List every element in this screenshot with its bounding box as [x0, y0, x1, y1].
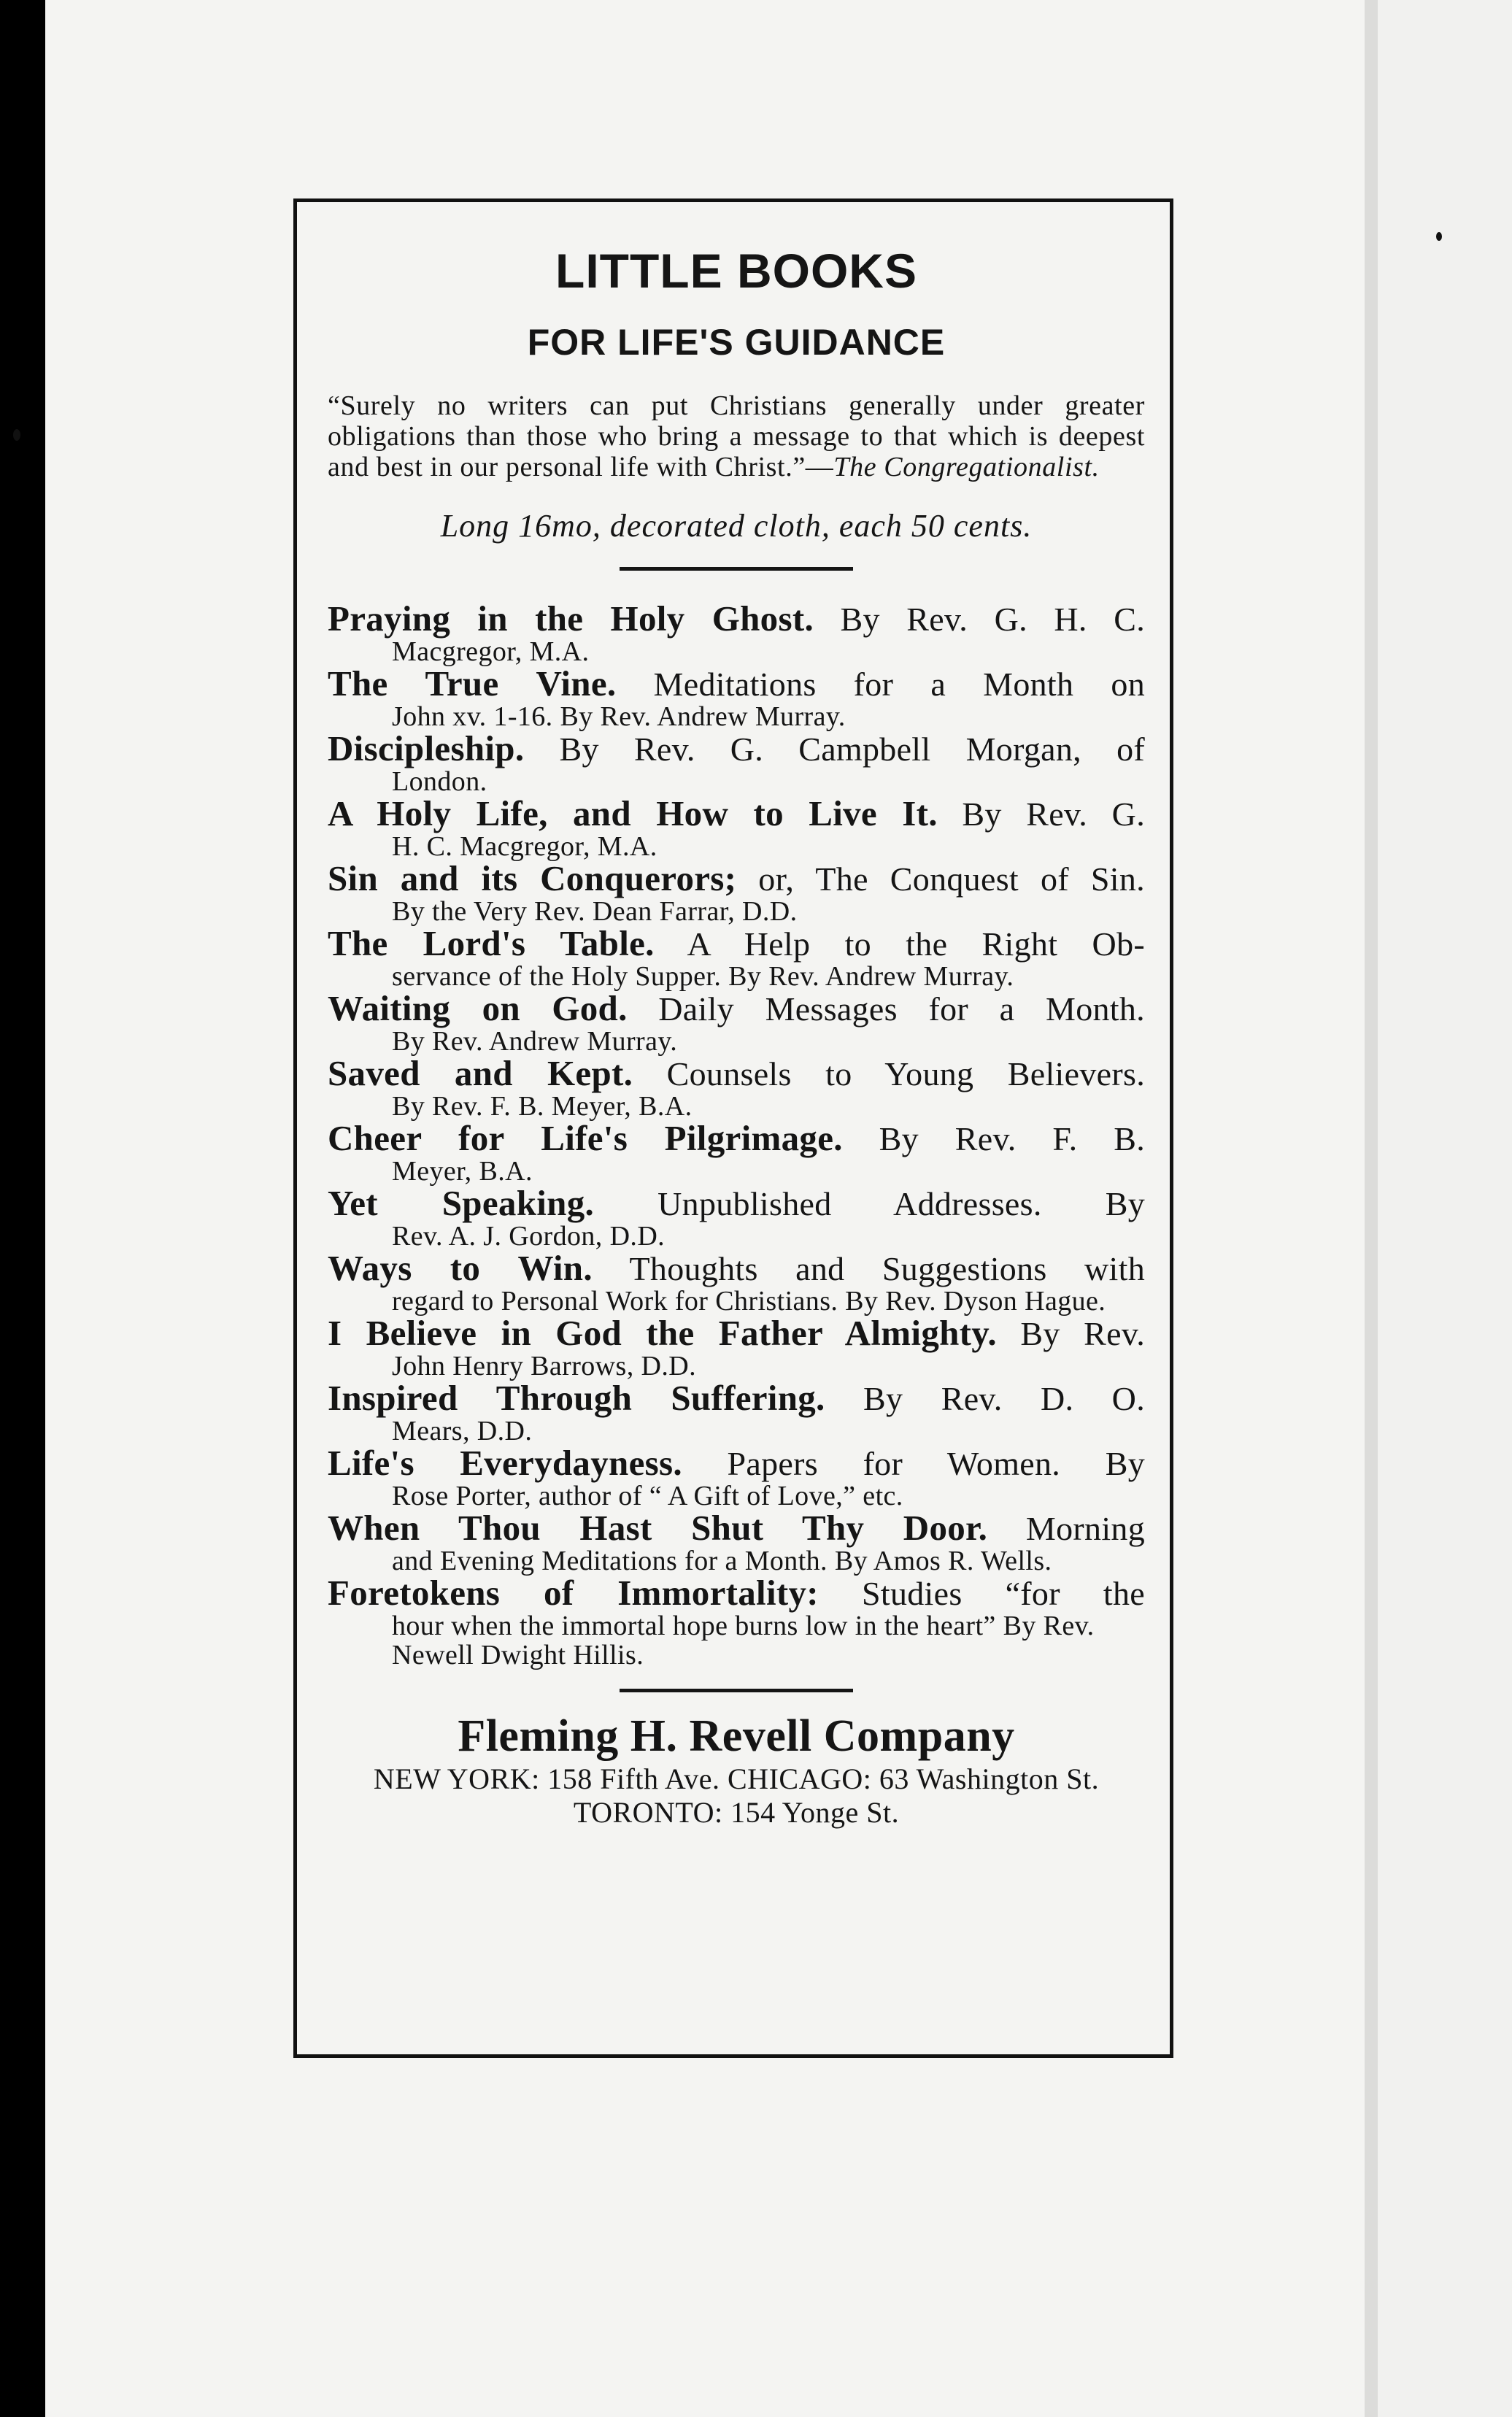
- book-author-line: London.: [392, 766, 487, 797]
- book-description: Studies “for the: [818, 1575, 1145, 1612]
- book-entry: [328, 1248, 1145, 1317]
- book-author-line: Macgregor, M.A.: [392, 636, 590, 667]
- quote-text: “Surely no writers can put Christians generally under greater obligations than those who bring a message to that which is deepest and best in our personal life with Christ.”—: [328, 390, 1145, 482]
- book-description: Meditations for a Month on: [616, 666, 1146, 703]
- book-entry-line: [328, 1053, 1145, 1093]
- book-entry: [328, 988, 1145, 1057]
- book-title: Praying in the Holy Ghost.: [328, 598, 814, 639]
- book-title: When Thou Hast Shut Thy Door.: [328, 1508, 988, 1548]
- book-description: A Help to the Right Ob-: [654, 925, 1145, 963]
- book-entry-line: [328, 1248, 1145, 1288]
- ad-subtitle: FOR LIFE'S GUIDANCE: [527, 322, 946, 363]
- book-entry: [328, 1378, 1145, 1446]
- page-gutter: [1365, 0, 1378, 2417]
- book-entry: [328, 728, 1145, 797]
- divider-rule: [620, 567, 853, 571]
- book-author-line: hour when the immortal hope burns low in the heart” By Rev. Newell Dwight Hillis.: [392, 1611, 1095, 1670]
- book-description: or, The Conquest of Sin.: [736, 860, 1145, 898]
- book-entry-line: [328, 1573, 1145, 1613]
- book-author-line: H. C. Macgregor, M.A.: [392, 831, 657, 862]
- book-title: Cheer for Life's Pilgrimage.: [328, 1118, 843, 1158]
- book-entry-line: [328, 923, 1145, 963]
- book-entry-line: [328, 728, 1145, 768]
- book-entry-line: [328, 1313, 1145, 1353]
- book-author-line: By Rev. F. B. Meyer, B.A.: [392, 1091, 693, 1122]
- publisher-name: Fleming H. Revell Company: [458, 1711, 1015, 1761]
- book-author-line: Mears, D.D.: [392, 1416, 533, 1446]
- book-author-line: regard to Personal Work for Christians. By Rev. Dyson Hague.: [392, 1286, 1106, 1317]
- book-author-line: By the Very Rev. Dean Farrar, D.D.: [392, 896, 798, 927]
- book-entry-line: [328, 793, 1145, 833]
- book-entry-line: [328, 858, 1145, 898]
- publisher-address-2: TORONTO: 154 Yonge St.: [573, 1796, 900, 1829]
- book-entry-line: [328, 1443, 1145, 1483]
- book-entry: [328, 923, 1145, 992]
- publisher-address-1: NEW YORK: 158 Fifth Ave. CHICAGO: 63 Washington St.: [373, 1762, 1100, 1795]
- book-description: Unpublished Addresses. By: [594, 1185, 1145, 1222]
- book-title: Ways to Win.: [328, 1248, 593, 1288]
- advertisement-box: [293, 198, 1173, 2058]
- book-title: Life's Everydayness.: [328, 1443, 682, 1483]
- book-author-line: Meyer, B.A.: [392, 1156, 533, 1187]
- book-title: Saved and Kept.: [328, 1053, 633, 1093]
- book-author-line: servance of the Holy Supper. By Rev. Andrew Murray.: [392, 961, 1014, 992]
- book-entry-line: [328, 1183, 1145, 1223]
- endorsement-quote: [328, 390, 1145, 482]
- book-entry-line: [328, 1508, 1146, 1548]
- book-entry-line: [328, 598, 1145, 639]
- book-title: Discipleship.: [328, 728, 525, 768]
- divider-rule: [620, 1689, 853, 1692]
- book-description: By Rev. G. Campbell Morgan, of: [524, 731, 1145, 768]
- facing-page-edge: [1378, 0, 1512, 2417]
- book-description: Counsels to Young Believers.: [633, 1055, 1145, 1092]
- book-author-line: John Henry Barrows, D.D.: [392, 1351, 696, 1381]
- book-entry: [328, 663, 1146, 732]
- ad-title: LITTLE BOOKS: [555, 244, 917, 298]
- book-description: Thoughts and Suggestions with: [592, 1250, 1145, 1287]
- book-description: Papers for Women. By: [682, 1445, 1145, 1482]
- book-list: [328, 598, 1146, 1670]
- book-title: Yet Speaking.: [328, 1183, 595, 1223]
- ink-speck: [13, 429, 20, 441]
- book-description: Morning: [987, 1510, 1146, 1547]
- book-title: I Believe in God the Father Almighty.: [328, 1313, 997, 1353]
- book-entry-line: [328, 988, 1145, 1028]
- book-entry: [328, 1573, 1145, 1670]
- book-author-line: Rev. A. J. Gordon, D.D.: [392, 1221, 666, 1252]
- book-entry: [328, 1313, 1145, 1381]
- book-author-line: By Rev. Andrew Murray.: [392, 1026, 678, 1057]
- book-author-line: John xv. 1-16. By Rev. Andrew Murray.: [392, 701, 846, 732]
- book-entry: [328, 598, 1145, 667]
- format-note: Long 16mo, decorated cloth, each 50 cents.: [440, 508, 1033, 544]
- book-title: Inspired Through Suffering.: [328, 1378, 825, 1418]
- ink-speck: [1436, 232, 1442, 241]
- book-description: By Rev. D. O.: [825, 1380, 1145, 1417]
- book-description: By Rev. G.: [937, 795, 1145, 833]
- book-entry: [328, 793, 1145, 862]
- book-entry: [328, 858, 1145, 927]
- book-entry: [328, 1183, 1145, 1252]
- book-description: By Rev. G. H. C.: [814, 601, 1145, 638]
- book-description: By Rev. F. B.: [842, 1120, 1146, 1157]
- book-entry: [328, 1443, 1145, 1511]
- book-title: Waiting on God.: [328, 988, 628, 1028]
- book-title: Foretokens of Immortality:: [328, 1573, 819, 1613]
- book-entry-line: [328, 1118, 1146, 1158]
- quote-source: The Congregationalist.: [833, 452, 1100, 482]
- book-entry: [328, 1053, 1145, 1122]
- book-author-line: and Evening Meditations for a Month. By Amos R. Wells.: [392, 1546, 1052, 1576]
- book-description: Daily Messages for a Month.: [627, 990, 1145, 1028]
- book-entry: [328, 1118, 1146, 1187]
- book-description: By Rev.: [996, 1315, 1145, 1352]
- book-entry-line: [328, 1378, 1145, 1418]
- book-title: The True Vine.: [328, 663, 617, 703]
- book-title: A Holy Life, and How to Live It.: [328, 793, 938, 833]
- book-title: The Lord's Table.: [328, 923, 655, 963]
- book-author-line: Rose Porter, author of “ A Gift of Love,” etc.: [392, 1481, 903, 1511]
- book-entry-line: [328, 663, 1146, 703]
- book-entry: [328, 1508, 1146, 1576]
- book-title: Sin and its Conquerors;: [328, 858, 737, 898]
